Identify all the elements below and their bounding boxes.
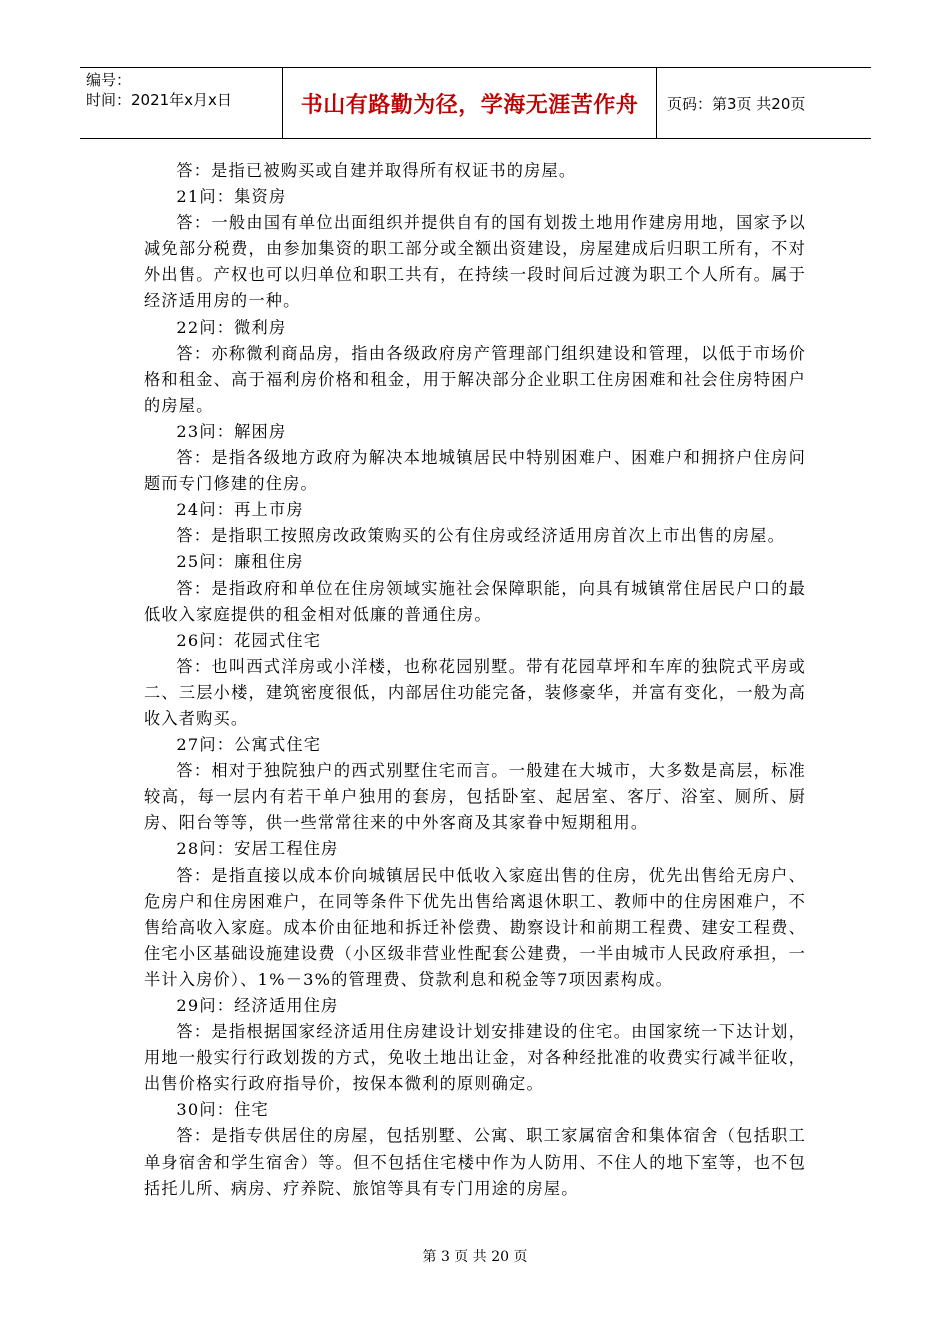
question-heading: 22问：微利房 <box>176 317 287 337</box>
answer-paragraph: 答：一般由国有单位出面组织并提供自有的国有划拨土地用作建房用地，国家予以减免部分税费，由参加集资的职工部分或全额出资建设，房屋建成后归职工所有，不对外出售。产权也可以归单位和职工共有，在持续一段时间后过渡为职工个人所有。属于经济适用房的一种。 <box>144 213 806 311</box>
page-footer: 第 3 页 共 20 页 <box>422 1249 528 1265</box>
question-heading: 27问：公寓式住宅 <box>176 735 322 755</box>
question-heading: 28问：安居工程住房 <box>176 839 339 859</box>
answer-paragraph: 答：相对于独院独户的西式别墅住宅而言。一般建在大城市，大多数是高层，标准较高，每一层内有若干单户独用的套房，包括卧室、起居室、客厅、浴室、厕所、厨房、阳台等等，供一些常常往来的中外客商及其家眷中短期租用。 <box>144 761 806 833</box>
page-header <box>80 67 871 139</box>
header-meta <box>80 68 283 138</box>
answer-paragraph: 答：是指政府和单位在住房领域实施社会保障职能，向具有城镇常住居民户口的最低收入家庭提供的租金相对低廉的普通住房。 <box>144 578 806 624</box>
answer-paragraph: 答：是指根据国家经济适用住房建设计划安排建设的住宅。由国家统一下达计划，用地一般实行行政划拨的方式，免收土地出让金，对各种经批准的收费实行减半征收，出售价格实行政府指导价，按保本微利的原则确定。 <box>144 1022 806 1094</box>
answer-paragraph: 答：是指专供居住的房屋，包括别墅、公寓、职工家属宿舍和集体宿舍（包括职工单身宿舍和学生宿舍）等。但不包括住宅楼中作为人防用、不住人的地下室等，也不包括托儿所、病房、疗养院、旅馆等具有专门用途的房屋。 <box>144 1126 806 1198</box>
answer-paragraph: 答：是指直接以成本价向城镇居民中低收入家庭出售的住房，优先出售给无房户、危房户和住房困难户，在同等条件下优先出售给离退休职工、教师中的住房困难户，不售给高收入家庭。成本价由征地和拆迁补偿费、勘察设计和前期工程费、建安工程费、住宅小区基础设施建设费（小区级非营业性配套公建费，一半由城市人民政府承担，一半计入房价）、1%－3%的管理费、贷款利息和税金等7项因素构成。 <box>144 865 806 989</box>
question-heading: 21问：集资房 <box>176 187 287 207</box>
question-heading: 25问：廉租住房 <box>176 552 304 572</box>
question-heading: 29问：经济适用住房 <box>176 996 339 1015</box>
answer-paragraph: 答：是指各级地方政府为解决本地城镇居民中特别困难户、困难户和拥挤户住房问题而专门修建的住房。 <box>144 448 806 494</box>
document-body <box>144 158 806 1202</box>
question-heading: 23问：解困房 <box>176 421 287 441</box>
answer-paragraph: 答：是指职工按照房改政策购买的公有住房或经济适用房首次上市出售的房屋。 <box>176 526 785 546</box>
document-number-label: 编号： <box>86 71 132 89</box>
answer-paragraph: 答：亦称微利商品房，指由各级政府房产管理部门组织建设和管理，以低于市场价格和租金、高于福利房价格和租金，用于解决部分企业职工住房困难和社会住房特困户的房屋。 <box>144 343 806 415</box>
header-page-info: 页码：第3页 共20页 <box>667 94 806 113</box>
header-motto: 书山有路勤为径，学海无涯苦作舟 <box>283 68 657 138</box>
question-heading: 30问：住宅 <box>176 1100 269 1120</box>
answer-paragraph: 答：也叫西式洋房或小洋楼，也称花园别墅。带有花园草坪和车库的独院式平房或二、三层小楼，建筑密度很低，内部居住功能完备，装修豪华，并富有变化，一般为高收入者购买。 <box>144 656 806 728</box>
question-heading: 24问：再上市房 <box>176 500 304 520</box>
answer-paragraph: 答：是指已被购买或自建并取得所有权证书的房屋。 <box>176 161 577 180</box>
question-heading: 26问：花园式住宅 <box>176 630 322 650</box>
document-time-label: 时间：2021年x月x日 <box>86 91 232 109</box>
